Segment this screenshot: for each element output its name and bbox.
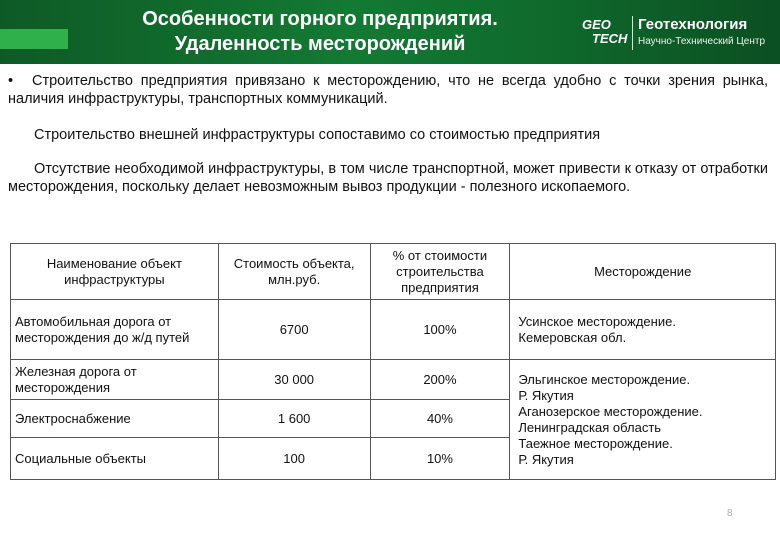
geotech-logo-mark bbox=[582, 14, 628, 54]
slide-title bbox=[95, 7, 545, 57]
geotech-logo bbox=[582, 14, 777, 54]
header-percent: % от стоимости строительства предприятия bbox=[370, 244, 510, 300]
logo-subtitle: Научно-Технический Центр bbox=[638, 36, 766, 47]
cell-percent: 100% bbox=[370, 300, 510, 360]
cell-cost: 100 bbox=[218, 438, 370, 480]
deposit-name: Аганозерское месторождение. bbox=[518, 403, 703, 419]
deposit-region: Кемеровская обл. bbox=[518, 329, 627, 345]
header-name: Наименование объект инфраструктуры bbox=[11, 244, 219, 300]
cell-percent: 10% bbox=[370, 438, 510, 480]
deposit-region: Р. Якутия bbox=[518, 387, 574, 403]
paragraph-3 bbox=[8, 160, 768, 196]
paragraph-1 bbox=[8, 72, 768, 108]
cell-deposit bbox=[510, 300, 776, 360]
header-accent-bar bbox=[0, 29, 68, 49]
slide-header bbox=[0, 0, 780, 64]
deposit-region: Р. Якутия bbox=[518, 451, 574, 467]
cell-percent: 40% bbox=[370, 400, 510, 438]
logo-divider bbox=[632, 16, 633, 50]
table-row bbox=[11, 300, 776, 360]
logo-mark-bottom: TECH bbox=[592, 31, 628, 46]
cell-cost: 1 600 bbox=[218, 400, 370, 438]
paragraph-3-text: Отсутствие необходимой инфраструктуры, в том числе транспортной, может привести к отказу от отработки месторождения, поскольку делает невозможным вывоз продукции - полезного ископаемого. bbox=[8, 161, 768, 195]
paragraph-2-text: Строительство внешней инфраструктуры сопоставимо со стоимостью предприятия bbox=[34, 127, 601, 143]
deposit-name: Таежное месторождение. bbox=[518, 435, 673, 451]
cell-percent: 200% bbox=[370, 360, 510, 400]
table-row bbox=[11, 360, 776, 400]
header-deposit: Месторождение bbox=[510, 244, 776, 300]
cell-name: Социальные объекты bbox=[11, 438, 219, 480]
deposit-name: Эльгинское месторождение. bbox=[518, 371, 691, 387]
cell-deposits-group bbox=[510, 360, 776, 480]
paragraph-1-text: Строительство предприятия привязано к месторождению, что не всегда удобно с точки зрения рынка, наличия инфраструктуры, транспортных коммуникаций. bbox=[8, 73, 768, 107]
header-cost: Стоимость объекта, млн.руб. bbox=[218, 244, 370, 300]
cell-name: Автомобильная дорога от месторождения до ж/д путей bbox=[11, 300, 219, 360]
cell-cost: 30 000 bbox=[218, 360, 370, 400]
slide-title-line-2: Удаленность месторождений bbox=[174, 33, 466, 55]
deposit-name: Усинское месторождение. bbox=[518, 313, 676, 329]
bullet-icon: • bbox=[8, 73, 14, 89]
slide-title-line-1: Особенности горного предприятия. bbox=[142, 8, 498, 30]
paragraph-2 bbox=[8, 126, 768, 144]
page-number: 8 bbox=[727, 508, 733, 519]
cell-cost: 6700 bbox=[218, 300, 370, 360]
table-header-row bbox=[11, 244, 776, 300]
cell-name: Железная дорога от месторождения bbox=[11, 360, 219, 400]
infrastructure-table bbox=[10, 243, 776, 480]
logo-mark-top: GEO bbox=[582, 17, 611, 32]
deposit-region: Ленинградская область bbox=[518, 419, 662, 435]
logo-company-name: Геотехнология bbox=[638, 16, 748, 33]
cell-name: Электроснабжение bbox=[11, 400, 219, 438]
